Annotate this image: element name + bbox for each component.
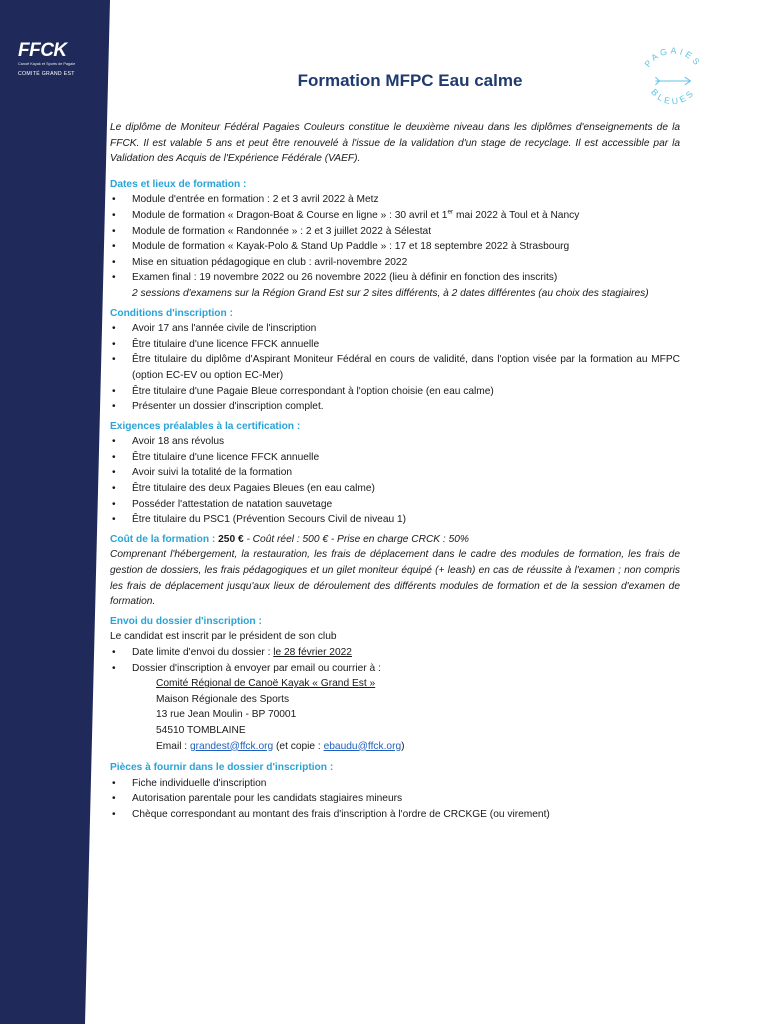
ffck-logo (18, 40, 88, 77)
deadline-date: le 28 février 2022 (273, 647, 352, 658)
paddle-icon (655, 77, 690, 85)
pieces-heading: Pièces à fournir dans le dossier d'inscription : (110, 762, 334, 774)
cost-heading: Coût de la formation : (110, 533, 216, 545)
address-street: 13 rue Jean Moulin - BP 70001 (156, 709, 297, 721)
list-item: • Être titulaire d'une licence FFCK annuelle (110, 337, 680, 353)
exam-item-text: Examen final : 19 novembre 2022 ou 26 novembre 2022 (lieu à définir en fonction des inscrits) (132, 272, 558, 284)
list-item: • Chèque correspondant au montant des frais d'inscription à l'ordre de CRCKGE (ou virement) (110, 807, 680, 823)
document-body (110, 120, 680, 823)
dossier-line: Le candidat est inscrit par le président de son club (110, 631, 337, 643)
list-item (110, 661, 680, 677)
email-link[interactable]: grandest@ffck.org (189, 740, 274, 752)
list-item: • Avoir suivi la totalité de la formation (110, 465, 680, 481)
postal-address (110, 676, 680, 754)
copy-label: (et copie : (273, 740, 324, 752)
copy-email-link[interactable]: ebaudu@ffck.org (323, 740, 402, 752)
address-city: 54510 TOMBLAINE (156, 724, 246, 736)
deadline-label: Date limite d'envoi du dossier : (132, 647, 274, 658)
requirements-list (110, 434, 680, 528)
list-item: • Présenter un dossier d'inscription complet. (110, 399, 680, 415)
superscript: er (447, 208, 454, 216)
address-email-line (156, 739, 680, 755)
copy-close: ) (401, 740, 405, 752)
list-item (110, 208, 680, 224)
address-building: Maison Régionale des Sports (156, 693, 290, 705)
intro-paragraph: Le diplôme de Moniteur Fédéral Pagaies Couleurs constitue le deuxième niveau dans les diplômes d'enseignements de la FFCK. Il est valable 5 ans et peut être renouvelé à l'issue de la validation d'un stage de recyclage. Il est accessible par la Validation des Acquis de l'Expérience Fédérale (VAEF). (110, 122, 680, 165)
list-item: • Module de formation « Kayak-Polo & Stand Up Paddle » : 17 et 18 septembre 2022 à Strasbourg (110, 239, 680, 255)
pieces-section (110, 760, 680, 822)
email-label: Email : (156, 740, 190, 752)
pagaies-bleues-badge-icon (634, 40, 712, 118)
svg-text:BLEUES (649, 87, 697, 107)
dates-heading: Dates et lieux de formation : (110, 178, 247, 190)
dates-section (110, 177, 680, 302)
date-item-rest: mai 2022 à Toul et à Nancy (453, 209, 580, 221)
logo-tagline: Canoë Kayak et Sports de Pagaie (18, 62, 76, 66)
requirements-section (110, 419, 680, 528)
send-label: Dossier d'inscription à envoyer par email ou courrier à : (132, 662, 381, 674)
address-org: Comité Régional de Canoë Kayak « Grand Est » (156, 678, 376, 690)
date-item-text: Module de formation « Dragon-Boat & Course en ligne » : 30 avril et 1 (132, 209, 448, 221)
list-item: • Mise en situation pédagogique en club : avril-novembre 2022 (110, 255, 680, 271)
dossier-heading: Envoi du dossier d'inscription : (110, 615, 262, 627)
list-item: • Être titulaire d'une Pagaie Bleue correspondant à l'option choisie (en eau calme) (110, 384, 680, 400)
list-item: • Fiche individuelle d'inscription (110, 776, 680, 792)
list-item (110, 645, 680, 661)
list-item: • Module de formation « Randonnée » : 2 et 3 juillet 2022 à Sélestat (110, 224, 680, 240)
list-item: • Être titulaire des deux Pagaies Bleues (en eau calme) (110, 481, 680, 497)
conditions-section (110, 306, 680, 415)
svg-text:PAGAIES (642, 45, 703, 68)
page-title: Formation MFPC Eau calme (297, 71, 523, 90)
conditions-list (110, 321, 680, 415)
list-item: • Module d'entrée en formation : 2 et 3 avril 2022 à Metz (110, 192, 680, 208)
cost-description: Comprenant l'hébergement, la restauration, les frais de déplacement dans le cadre des modules de formation, les frais de gestion de dossiers, les frais pédagogiques et un gilet moniteur équipé (+ leash) en cas de réussite à l'examen ; non compris les frais de déplacement jusqu'aux lieux de déroulement des différents modules de formation et de la session d'examen de formation. (110, 549, 680, 608)
badge-top-text: PAGAIES (642, 45, 704, 69)
list-item: • Autorisation parentale pour les candidats stagiaires mineurs (110, 791, 680, 807)
dossier-list (110, 645, 680, 676)
list-item: • Être titulaire du PSC1 (Prévention Secours Civil de niveau 1) (110, 512, 680, 528)
logo-committee: COMITÉ GRAND EST (18, 71, 75, 77)
list-item: • Avoir 17 ans l'année civile de l'inscription (110, 321, 680, 337)
conditions-heading: Conditions d'inscription : (110, 307, 233, 319)
list-item: • Avoir 18 ans révolus (110, 434, 680, 450)
list-item: • Posséder l'attestation de natation sauvetage (110, 497, 680, 513)
list-item: • Être titulaire d'une licence FFCK annuelle (110, 450, 680, 466)
cost-section (110, 532, 680, 610)
cost-price: 250 € (218, 533, 244, 545)
requirements-heading: Exigences préalables à la certification : (110, 420, 301, 432)
cost-detail: - Coût réel : 500 € - Prise en charge CRCK : 50% (243, 533, 469, 545)
list-item: • Être titulaire du diplôme d'Aspirant Moniteur Fédéral en cours de validité, dans l'option visée par la formation au MFPC (option EC-EV ou option EC-Mer) (110, 352, 680, 383)
exam-note: 2 sessions d'examens sur la Région Grand Est sur 2 sites différents, à 2 dates différentes (au choix des stagiaires) (132, 287, 649, 299)
band-shape (0, 0, 110, 1024)
dates-list (110, 192, 680, 301)
logo-wordmark: FFCK (18, 40, 67, 61)
pieces-list (110, 776, 680, 823)
list-item (110, 270, 680, 301)
dossier-section (110, 614, 680, 754)
cost-line (110, 532, 680, 548)
badge-bottom-text: BLEUES (649, 86, 697, 107)
